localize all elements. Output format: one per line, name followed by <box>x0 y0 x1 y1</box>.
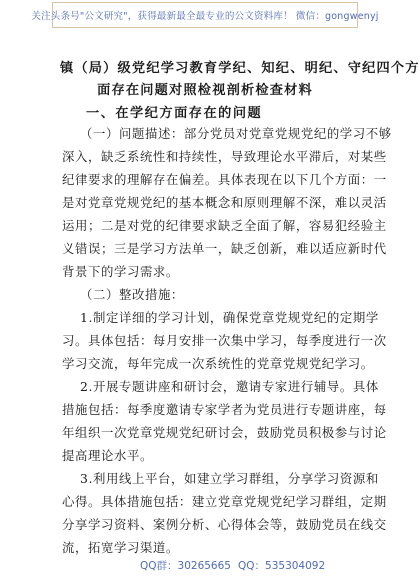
body-line: 2.开展专题讲座和研讨会，邀请专家进行辅导。具体 <box>80 379 379 394</box>
body-line: 提高理论水平。 <box>62 448 153 463</box>
footer-qq: QQ：535304092 <box>238 560 326 572</box>
body-line: 心得。具体措施包括：建立党章党规党纪学习群组，定期 <box>62 494 387 509</box>
document-title-line-1: 镇（局）级党纪学习教育学纪、知纪、明纪、守纪四个方 <box>60 61 420 76</box>
body-line: 是对党章党规党纪的基本概念和原则理解不深，难以灵活 <box>62 195 387 210</box>
body-line: 背景下的学习需求。 <box>62 264 179 279</box>
section-heading-1: 一、在学纪方面存在的问题 <box>86 106 263 121</box>
body-line: 年组织一次党章党规党纪研讨会，鼓励党员积极参与讨论 <box>62 425 387 440</box>
body-line: 深入，缺乏系统性和持续性，导致理论水平滞后，对某些 <box>62 149 387 164</box>
body-line: 义错误；三是学习方法单一，缺乏创新，难以适应新时代 <box>62 241 387 256</box>
body-line: 流，拓宽学习渠道。 <box>62 540 179 555</box>
promo-text: 关注头条号"公文研究"，获得最新最全最专业的公文资料库！ 微信：gongwenyj <box>31 11 379 22</box>
document-title-line-2: 面存在问题对照检视剖析检查材料 <box>97 83 313 98</box>
section-subheading: （二）整改措施： <box>80 287 184 302</box>
body-line: 学习交流，每年完成一次系统性的党章党规党纪学习。 <box>62 356 374 371</box>
footer-qq-group: QQ群：30265665 <box>140 560 231 572</box>
body-line: 1.制定详细的学习计划，确保党章党规党纪的定期学 <box>80 310 379 325</box>
body-line: 运用；二是对党的纪律要求缺乏全面了解，容易犯经验主 <box>62 218 387 233</box>
body-line: 习。具体包括：每月安排一次集中学习，每季度进行一次 <box>62 333 387 348</box>
body-line: 3.利用线上平台，如建立学习群组，分享学习资源和 <box>80 471 379 486</box>
footer-contact <box>0 558 408 576</box>
body-line: 分享学习资料、案例分析、心得体会等，鼓励党员在线交 <box>62 517 387 532</box>
promo-banner <box>31 2 379 28</box>
body-line: （一）问题描述：部分党员对党章党规党纪的学习不够 <box>80 126 392 141</box>
body-line: 纪律要求的理解存在偏差。具体表现在以下几个方面：一 <box>62 172 387 187</box>
body-line: 措施包括：每季度邀请专家学者为党员进行专题讲座，每 <box>62 402 387 417</box>
